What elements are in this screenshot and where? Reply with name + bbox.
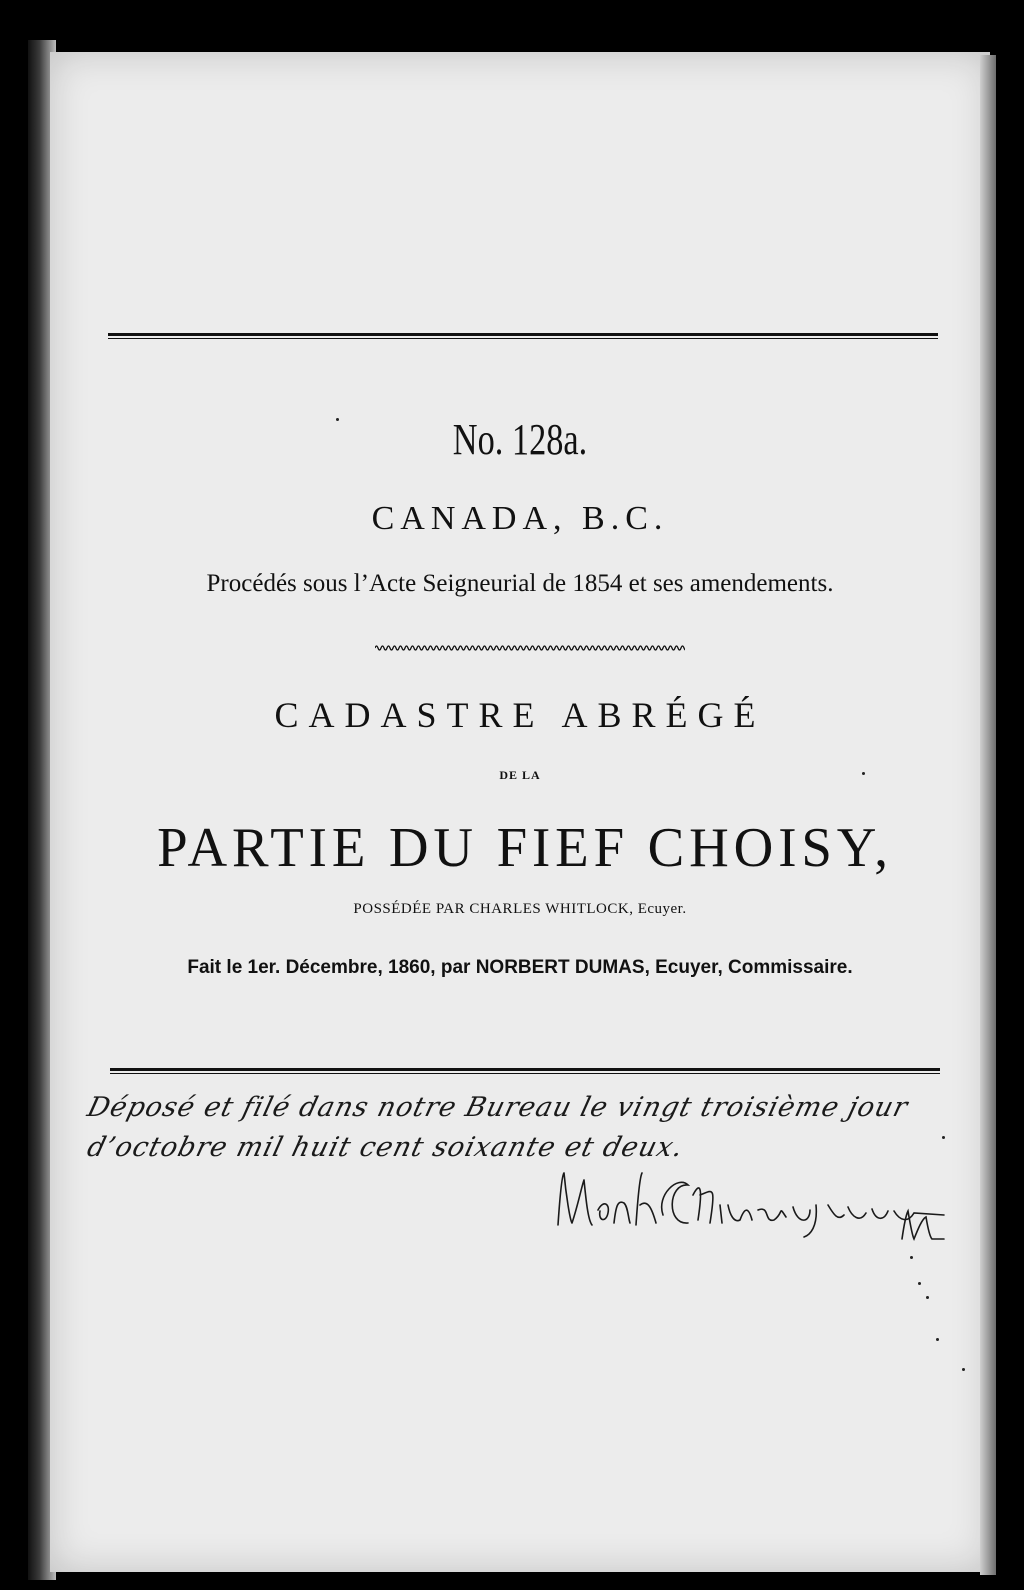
handwritten-line-2: d’octobre mil huit cent soixante et deux. (84, 1132, 687, 1163)
bottom-rule (110, 1068, 940, 1074)
cadastre-title: CADASTRE ABRÉGÉ (274, 695, 766, 735)
connector-text: DE LA (499, 768, 541, 782)
wavy-divider (375, 643, 685, 653)
owner-line: POSSÉDÉE PAR CHARLES WHITLOCK, Ecuyer. (353, 901, 687, 917)
page-edge-right (980, 55, 996, 1575)
made-by-line: Fait le 1er. Décembre, 1860, par NORBERT DUMAS, Ecuyer, Commissaire. (187, 957, 853, 978)
handwritten-line-1: Déposé et filé dans notre Bureau le vingt troisième jour (84, 1092, 912, 1123)
top-rule (108, 333, 938, 339)
country-heading: CANADA, B.C. (371, 500, 669, 537)
proceedings-line: Procédés sous l’Acte Seigneurial de 1854 et ses amendements. (206, 570, 834, 597)
document-page (50, 52, 990, 1572)
handwritten-initial (898, 1205, 948, 1245)
subject-title: PARTIE DU FIEF CHOISY, (157, 817, 893, 879)
document-number: No. 128a. (452, 415, 588, 464)
handwritten-signature (548, 1165, 948, 1245)
